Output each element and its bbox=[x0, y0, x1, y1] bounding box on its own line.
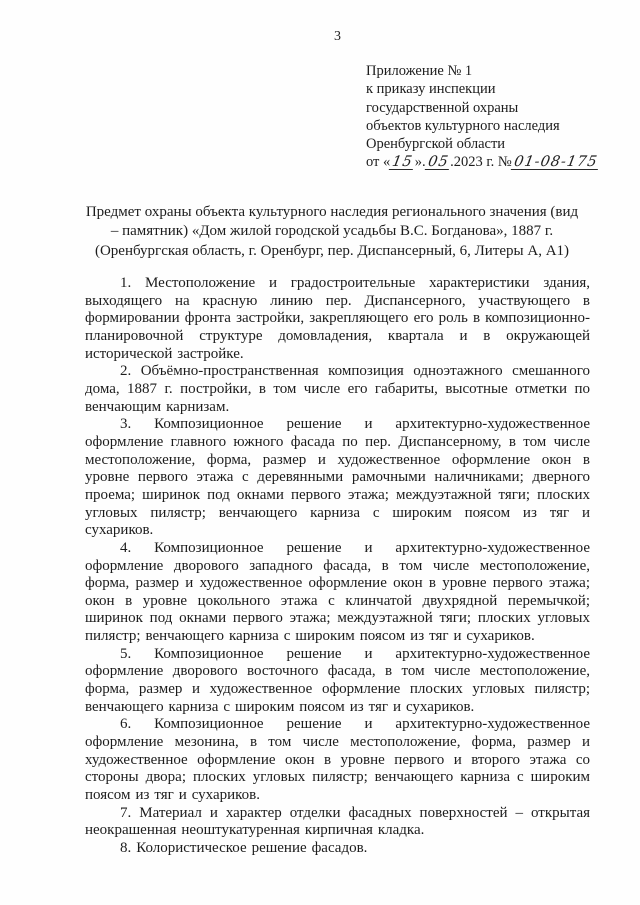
document-title bbox=[72, 203, 592, 261]
body-paragraph-7: 7. Материал и характер отделки фасадных поверхностей – открытая неокрашенная неоштукатуренная кирпичная кладка. bbox=[85, 804, 590, 839]
handwritten-month: 05 bbox=[426, 154, 450, 171]
title-line-1: Предмет охраны объекта культурного наследия регионального значения (вид bbox=[85, 204, 579, 220]
date-separator-1: ». bbox=[414, 154, 426, 171]
body-paragraph-2: 2. Объёмно-пространственная композиция одноэтажного смешанного дома, 1887 г. постройки, в том числе его габариты, высотные отметки по венчающим карнизам. bbox=[85, 363, 590, 415]
body-paragraph-6: 6. Композиционное решение и архитектурно-художественное оформление мезонина, в том числе местоположение, форма, размер и художественное оформление окон в уровне первого и второго этажа со стороны двора; плоских угловых пилястр; венчающего карниза с широким поясом из тяг и сухариков. bbox=[85, 716, 590, 804]
stamp-line-region: Оренбургской области bbox=[366, 136, 506, 153]
stamp-line-order: к приказу инспекции bbox=[366, 81, 496, 98]
title-line-2: – памятник) «Дом жилой городской усадьбы В.С. Богданова», 1887 г. bbox=[110, 223, 554, 240]
date-prefix: от « bbox=[366, 154, 391, 171]
page-number: 3 bbox=[334, 29, 341, 44]
approval-stamp bbox=[366, 62, 599, 172]
body-paragraph-3: 3. Композиционное решение и архитектурно-художественное оформление главного южного фасада по пер. Диспансерному, в том числе местоположение, форма, размер и художественное оформление окон в уровне первого этажа с деревянными рамочными наличниками; дверного проема; ширинок под окнами первого этажа; междуэтажной тяги; плоских угловых пилястр; венчающего карниза с широким поясом из тяг и сухариков. bbox=[85, 416, 590, 539]
title-line-3: (Оренбургская область, г. Оренбург, пер. Диспансерный, 6, Литеры А, А1) bbox=[94, 242, 570, 259]
document-body bbox=[85, 275, 590, 858]
body-paragraph-5: 5. Композиционное решение и архитектурно-художественное оформление дворового восточного фасада, в том числе местоположение, форма, размер и художественное оформление плоских угловых пилястр; венчающего карниза с широким поясом из тяг и сухариков. bbox=[85, 645, 590, 715]
date-separator-2: .2023 г. № bbox=[450, 154, 512, 171]
stamp-line-agency-1: государственной охраны bbox=[366, 99, 519, 116]
handwritten-order-number: 01-08-175 bbox=[510, 156, 600, 170]
stamp-line-agency-2: объектов культурного наследия bbox=[366, 117, 560, 134]
handwritten-day: 15 bbox=[391, 154, 415, 171]
body-paragraph-1: 1. Местоположение и градостроительные характеристики здания, выходящего на красную линию пер. Диспансерного, участвующего в формировании фронта застройки, закрепляющего его роль в композиционно-планировочной структуре домовладения, квартала и в окружающей исторической застройке. bbox=[85, 275, 590, 362]
body-paragraph-8: 8. Колористическое решение фасадов. bbox=[120, 840, 368, 856]
stamp-date-line bbox=[366, 153, 599, 171]
stamp-line-appendix: Приложение № 1 bbox=[366, 63, 473, 79]
body-paragraph-4: 4. Композиционное решение и архитектурно-художественное оформление дворового западного фасада, в том числе местоположение, форма, размер и художественное оформление окон в уровне первого этажа; окон в уровне цокольного этажа с клинчатой двухрядной перемычкой; ширинок под окнами первого этажа; междуэтажной тяги; плоских угловых пилястр; венчающего карниза с широким поясом из тяг и сухариков. bbox=[85, 539, 590, 645]
